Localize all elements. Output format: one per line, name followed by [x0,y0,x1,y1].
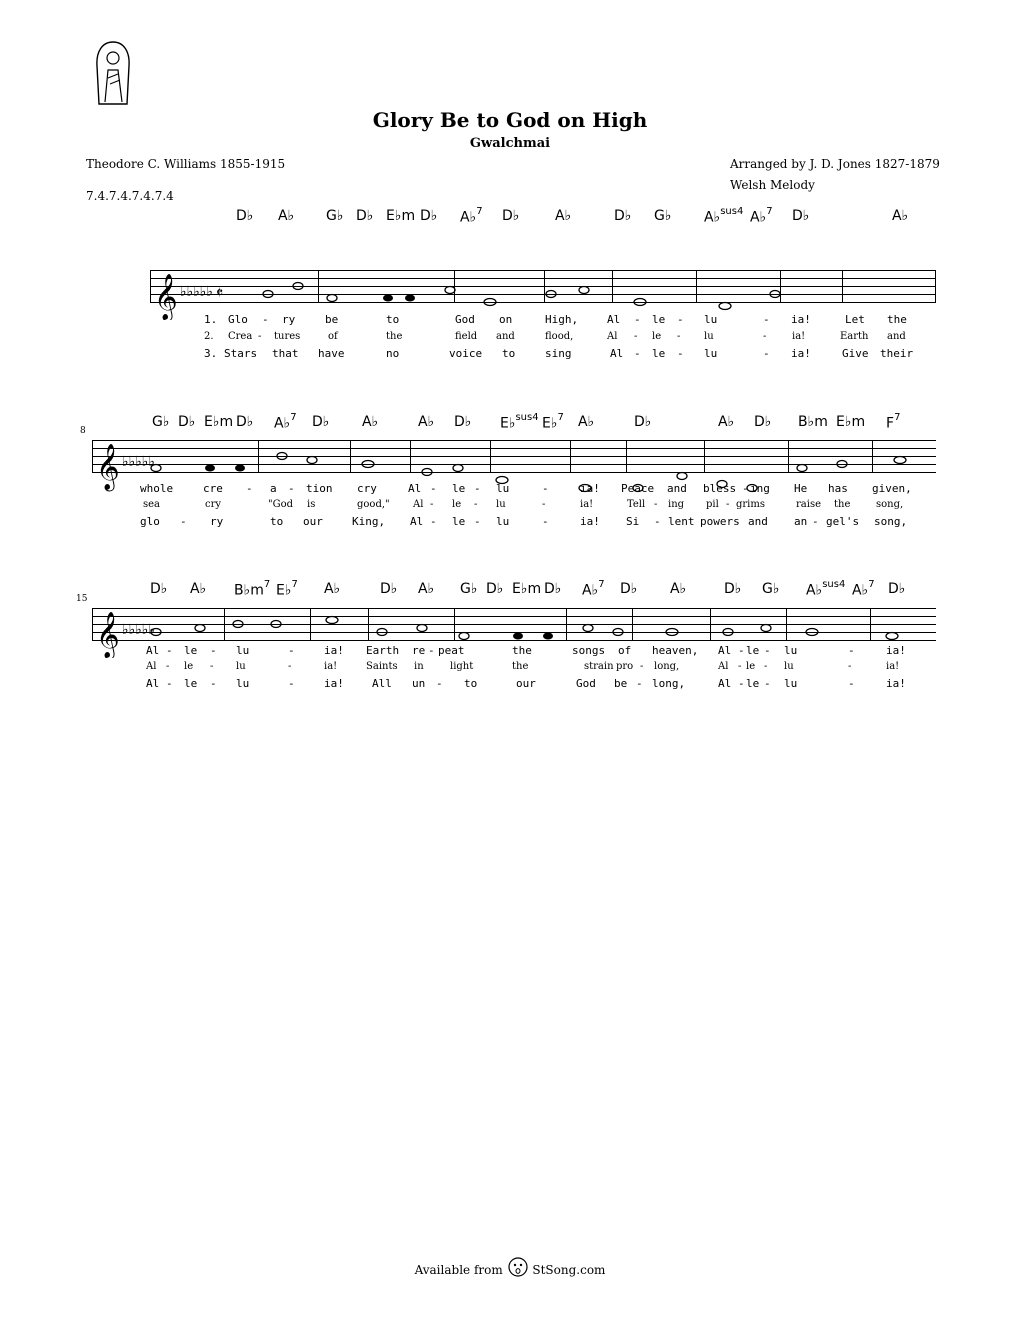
svg-text:𝄞: 𝄞 [154,274,178,320]
chord: A♭$^7$ [460,206,483,226]
svg-text:♭♭♭♭♭: ♭♭♭♭♭ [180,284,214,300]
footer [0,1256,1020,1282]
chord: $B♭m^7$ [234,579,271,599]
chord: A♭$^{sus4}$ [704,206,744,226]
chord: G♭ [152,414,170,430]
chord: A♭$^7$ [274,412,297,432]
chord: D♭ [888,581,906,597]
chord: D♭ [150,581,168,597]
chord: A♭ [418,414,435,430]
footer-link[interactable]: StSong.com [532,1263,606,1277]
chord: A♭$^7$ [852,579,875,599]
source: Welsh Melody [730,178,815,192]
chord: A♭ [670,581,687,597]
chord: G♭ [460,581,478,597]
chord: E♭m [386,208,416,224]
tune-name: Gwalchmai [469,136,551,151]
measure-number: 8 [80,426,86,436]
chord: E♭$^7$ [542,412,564,432]
chord: E♭m [204,414,234,430]
chord: D♭ [544,581,562,597]
author: Theodore C. Williams 1855-1915 [86,157,286,171]
chord: D♭ [454,414,472,430]
chord: D♭ [502,208,520,224]
arranger: Arranged by J. D. Jones 1827-1879 [730,157,940,171]
notes-system-1 [150,260,940,320]
chord: E♭$^{sus4}$ [500,412,539,432]
meter: 7.4.7.4.7.4.7.4 [86,189,174,203]
chord: D♭ [236,208,254,224]
chord: A♭ [418,581,435,597]
chord: D♭ [178,414,196,430]
chord: G♭ [762,581,780,597]
chord: D♭ [236,414,254,430]
chord: A♭ [578,414,595,430]
chord: D♭ [724,581,742,597]
chord: $F^7$ [886,412,901,432]
svg-text:♭♭♭♭♭: ♭♭♭♭♭ [122,454,156,470]
chord: D♭ [420,208,438,224]
chord: D♭ [380,581,398,597]
chord: B♭m [798,414,828,430]
angel-logo-icon [90,38,136,108]
chord: D♭ [356,208,374,224]
chord: D♭ [614,208,632,224]
chord: A♭ [278,208,295,224]
chord: D♭ [620,581,638,597]
chord: D♭ [634,414,652,430]
chord: A♭ [190,581,207,597]
chord: D♭ [312,414,330,430]
chord: A♭$^{sus4}$ [806,579,846,599]
chord: A♭ [718,414,735,430]
measure-number: 15 [76,594,88,604]
chord: D♭ [486,581,504,597]
chord: E♭m [836,414,866,430]
chord: D♭ [754,414,772,430]
chord-row-1 [0,208,1020,228]
chord: G♭ [654,208,672,224]
chord: A♭$^7$ [750,206,773,226]
svg-text:♭♭♭♭♭: ♭♭♭♭♭ [122,622,156,638]
stsong-logo-icon [507,1256,529,1282]
svg-text:𝄞: 𝄞 [96,444,120,490]
chord: A♭ [892,208,909,224]
chord: A♭ [555,208,572,224]
footer-prefix: Available from [414,1263,503,1277]
chord: G♭ [326,208,344,224]
chord: A♭$^7$ [582,579,605,599]
chord: D♭ [792,208,810,224]
chord: A♭ [362,414,379,430]
chord: A♭ [324,581,341,597]
song-title: Glory Be to God on High [372,108,648,132]
svg-text:𝄵: 𝄵 [216,283,224,302]
svg-text:𝄞: 𝄞 [96,612,120,658]
chord: E♭m [512,581,542,597]
chord: E♭$^7$ [276,579,298,599]
